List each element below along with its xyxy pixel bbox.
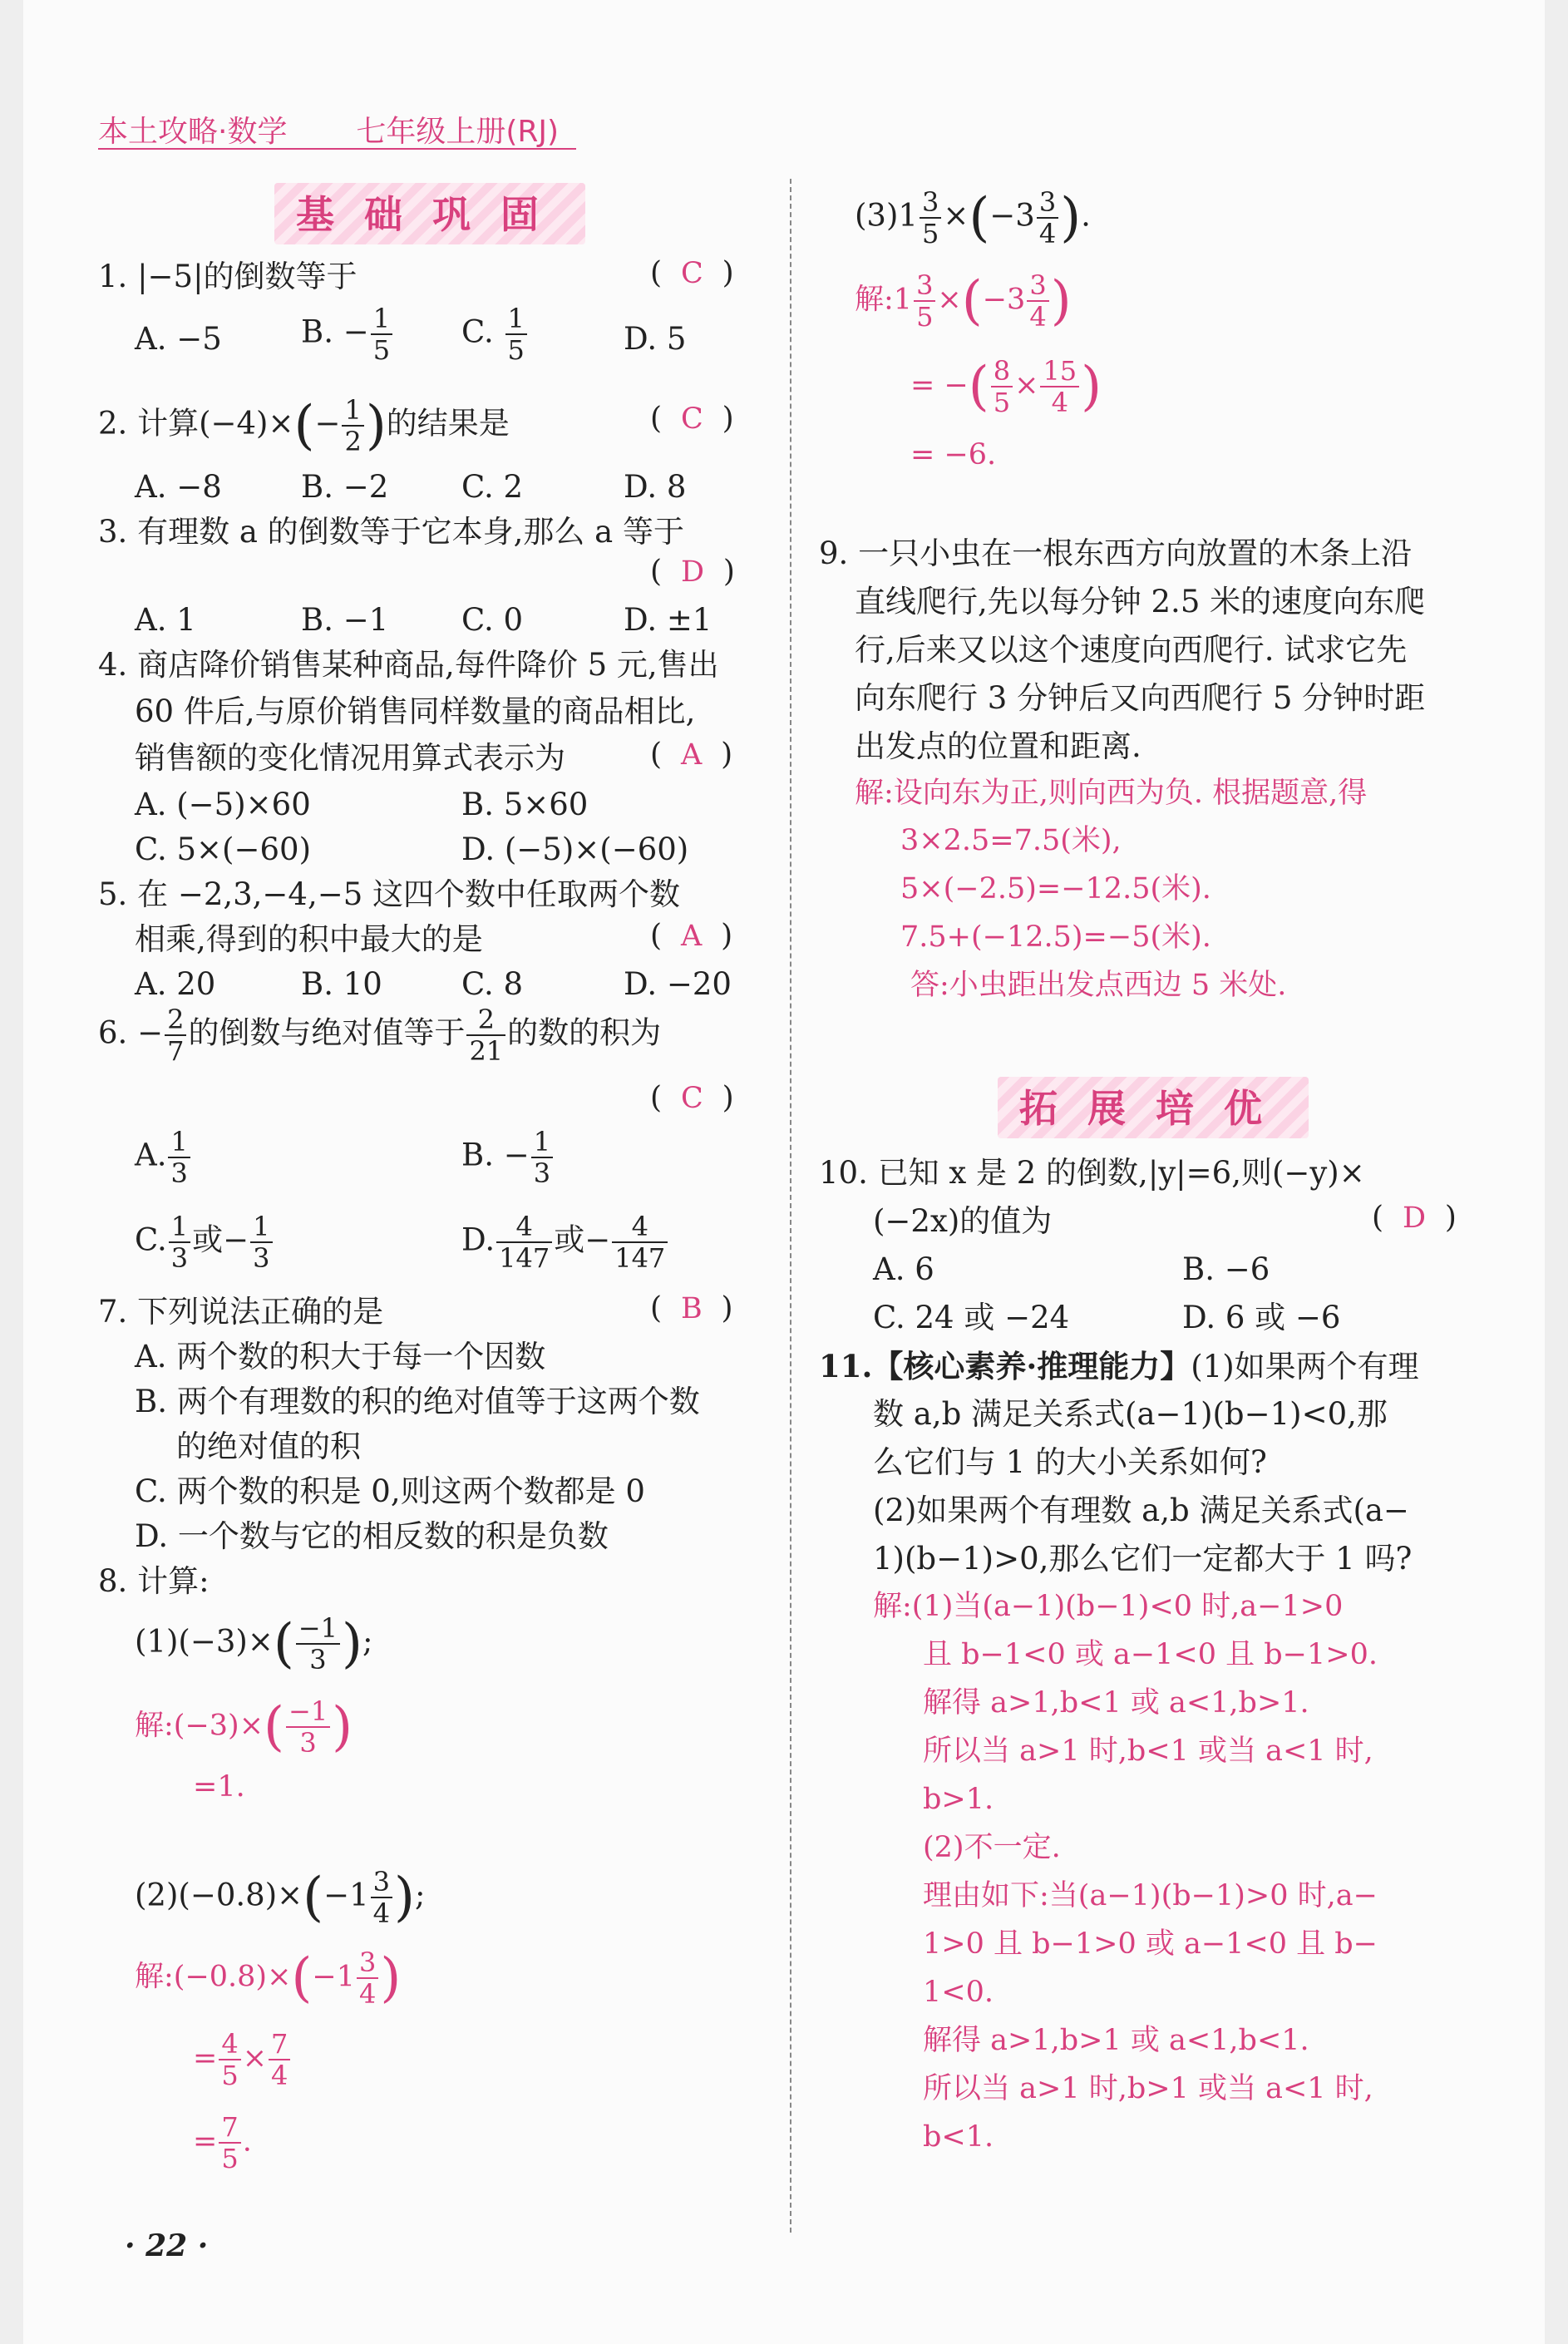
q9-line-2: 直线爬行,先以每分钟 2.5 米的速度向东爬 [855, 584, 1426, 619]
q4-option-c: C. 5×(−60) [135, 832, 312, 867]
q2-option-c: C. 2 [461, 469, 524, 505]
q10-option-a: A. 6 [873, 1251, 934, 1287]
q1-option-a: A. −5 [135, 321, 222, 357]
q5-option-b: B. 10 [301, 966, 382, 1002]
q7-answer-bracket: ( B ) [650, 1291, 733, 1325]
q8-part1-solution: 解:(−3)×( $\frac{-1}{3}$ ) [135, 1695, 353, 1759]
q4-line-2: 60 件后,与原价销售同样数量的商品相比, [135, 693, 696, 729]
q11-solution-7: 理由如下:当(a−1)(b−1)>0 时,a− [923, 1879, 1378, 1912]
q11-solution-5: b>1. [923, 1783, 994, 1816]
q4-line-3: 销售额的变化情况用算式表示为 [135, 740, 565, 776]
q1-option-b: B. − $\frac{1}{5}$ [301, 303, 394, 365]
q7-option-a: A. 两个数的积大于每一个因数 [135, 1339, 546, 1374]
q10-line-2: (−2x)的值为 [873, 1203, 1053, 1239]
q2-stem: 2. 计算(−4)×(− $\frac{1}{2}$ )的结果是 [98, 394, 510, 457]
section-extend: 拓展培优 [998, 1077, 1309, 1138]
q3-option-a: A. 1 [135, 602, 196, 638]
q9-line-1: 9. 一只小虫在一根东西方向放置的木条上沿 [819, 535, 1413, 571]
q11-solution-6: (2)不一定. [923, 1831, 1061, 1864]
q5-option-c: C. 8 [461, 966, 524, 1002]
q4-answer-bracket: ( A ) [650, 738, 733, 772]
q11-line-2: 数 a,b 满足关系式(a−1)(b−1)<0,那 [873, 1396, 1388, 1432]
q6-option-b: B. − $\frac{1}{3}$ [461, 1127, 555, 1188]
q11-solution-12: b<1. [923, 2120, 994, 2154]
q2-answer-bracket: ( C ) [650, 402, 734, 436]
q11-solution-9: 1<0. [923, 1976, 994, 2009]
q11-line-5: 1)(b−1)>0,那么它们一定都大于 1 吗? [873, 1541, 1413, 1577]
q10-answer-bracket: ( D ) [1372, 1201, 1457, 1235]
q9-solution-2: 3×2.5=7.5(米), [900, 824, 1122, 857]
q5-option-a: A. 20 [135, 966, 216, 1002]
q8-part1-result: =1. [193, 1770, 245, 1804]
q6-stem: 6. − $\frac{2}{7}$ 的倒数与绝对值等于 $\frac{2}{21}$ 的数的积为 [98, 1004, 662, 1067]
q10-option-b: B. −6 [1182, 1251, 1270, 1287]
running-header [98, 108, 559, 151]
q11-solution-1: 解:(1)当(a−1)(b−1)<0 时,a−1>0 [873, 1590, 1344, 1623]
q11-solution-4: 所以当 a>1 时,b<1 或当 a<1 时, [923, 1735, 1373, 1768]
q9-answer: 答:小虫距出发点西边 5 米处. [910, 969, 1287, 1002]
q4-line-1: 4. 商店降价销售某种商品,每件降价 5 元,售出 [98, 647, 719, 683]
q9-solution-1: 解:设向东为正,则向西为负. 根据题意,得 [855, 777, 1368, 810]
q8-part2-solution: 解:(−0.8)×(−1 $\frac{3}{4}$ ) [135, 1947, 402, 2010]
right-page-edge [1545, 0, 1568, 2344]
q3-answer-bracket: ( D ) [650, 555, 735, 589]
q11-solution-10: 解得 a>1,b>1 或 a<1,b<1. [923, 2024, 1309, 2057]
q11-line-3: 么它们与 1 的大小关系如何? [873, 1444, 1267, 1480]
q8-part3-question: (3)1 $\frac{3}{5}$ ×(−3 $\frac{3}{4}$ ). [855, 186, 1091, 249]
q6-option-c: C. $\frac{1}{3}$ 或− $\frac{1}{3}$ [135, 1211, 274, 1273]
column-divider [790, 179, 791, 2233]
q2-option-a: A. −8 [135, 469, 222, 505]
q2-option-b: B. −2 [301, 469, 389, 505]
q11-solution-2: 且 b−1<0 或 a−1<0 且 b−1>0. [923, 1638, 1378, 1671]
q9-line-5: 出发点的位置和距离. [855, 728, 1141, 764]
q7-option-d: D. 一个数与它的相反数的积是负数 [135, 1518, 609, 1554]
q7-stem: 7. 下列说法正确的是 [98, 1294, 384, 1330]
q1-stem: 1. |−5|的倒数等于 [98, 259, 357, 294]
q8-part2-step2: = $\frac{7}{5}$ . [193, 2111, 252, 2174]
q4-option-b: B. 5×60 [461, 787, 589, 822]
q3-option-c: C. 0 [461, 602, 524, 638]
q10-line-1: 10. 已知 x 是 2 的倒数,|y|=6,则(−y)× [819, 1155, 1365, 1191]
page-number: · 22 · [125, 2228, 209, 2263]
q8-stem: 8. 计算: [98, 1563, 210, 1599]
q3-option-b: B. −1 [301, 602, 389, 638]
q9-line-4: 向东爬行 3 分钟后又向西爬行 5 分钟时距 [855, 680, 1426, 716]
left-page-edge [0, 0, 23, 2344]
book-title: 本土攻略·数学 [98, 115, 288, 149]
q5-line-1: 5. 在 −2,3,−4,−5 这四个数中任取两个数 [98, 876, 681, 912]
q3-stem: 3. 有理数 a 的倒数等于它本身,那么 a 等于 [98, 514, 684, 550]
q8-part3-solution: 解:1 $\frac{3}{5}$ ×(−3 $\frac{3}{4}$ ) [855, 269, 1072, 333]
q7-option-b: B. 两个有理数的积的绝对值等于这两个数 [135, 1384, 700, 1419]
grade-label: 七年级上册(RJ) [356, 115, 560, 149]
q9-line-3: 行,后来又以这个速度向西爬行. 试求它先 [855, 632, 1408, 668]
q8-part1-question: (1)(−3)×( $\frac{-1}{3}$ ); [135, 1612, 373, 1675]
q10-option-d: D. 6 或 −6 [1182, 1300, 1341, 1335]
q1-option-c: C. $\frac{1}{5}$ [461, 303, 529, 365]
section-basic: 基础巩固 [274, 183, 585, 244]
q11-tag: 11.【核心素养·推理能力】 [819, 1348, 1191, 1384]
q5-option-d: D. −20 [624, 966, 732, 1002]
q8-part2-step1: = $\frac{4}{5}$ × $\frac{7}{4}$ [193, 2029, 292, 2090]
q1-answer: C [680, 257, 703, 290]
q7-option-b-cont: 的绝对值的积 [176, 1429, 361, 1464]
q11-solution-11: 所以当 a>1 时,b>1 或当 a<1 时, [923, 2072, 1373, 2105]
q9-solution-3: 5×(−2.5)=−12.5(米). [900, 872, 1211, 906]
q6-option-a: A. $\frac{1}{3}$ [135, 1127, 192, 1188]
q3-option-d: D. ±1 [624, 602, 713, 638]
q11-line-4: (2)如果两个有理数 a,b 满足关系式(a− [873, 1493, 1409, 1528]
q5-line-2: 相乘,得到的积中最大的是 [135, 921, 483, 957]
q11-line-1: 11.【核心素养·推理能力】(1)如果两个有理 [819, 1348, 1419, 1384]
q5-answer-bracket: ( A ) [650, 919, 733, 953]
q8-part3-step1: = −( $\frac{8}{5}$ × $\frac{15}{4}$ ) [910, 355, 1102, 418]
q6-answer-bracket: ( C ) [650, 1081, 734, 1115]
q1-option-d: D. 5 [624, 321, 687, 357]
q2-option-d: D. 8 [624, 469, 687, 505]
q6-option-d: D. $\frac{4}{147}$ 或− $\frac{4}{147}$ [461, 1211, 669, 1273]
q1-answer-bracket: ( C ) [650, 256, 734, 290]
q8-part2-question: (2)(−0.8)×(−1 $\frac{3}{4}$ ); [135, 1866, 426, 1929]
q4-option-d: D. (−5)×(−60) [461, 832, 689, 867]
header-rule [98, 148, 576, 150]
q8-part3-step2: = −6. [910, 438, 997, 471]
q11-solution-8: 1>0 且 b−1>0 或 a−1<0 且 b− [923, 1927, 1378, 1961]
q9-solution-4: 7.5+(−12.5)=−5(米). [900, 920, 1211, 954]
q4-option-a: A. (−5)×60 [135, 787, 311, 822]
q7-option-c: C. 两个数的积是 0,则这两个数都是 0 [135, 1473, 645, 1509]
q10-option-c: C. 24 或 −24 [873, 1300, 1070, 1335]
q11-solution-3: 解得 a>1,b<1 或 a<1,b>1. [923, 1686, 1309, 1720]
